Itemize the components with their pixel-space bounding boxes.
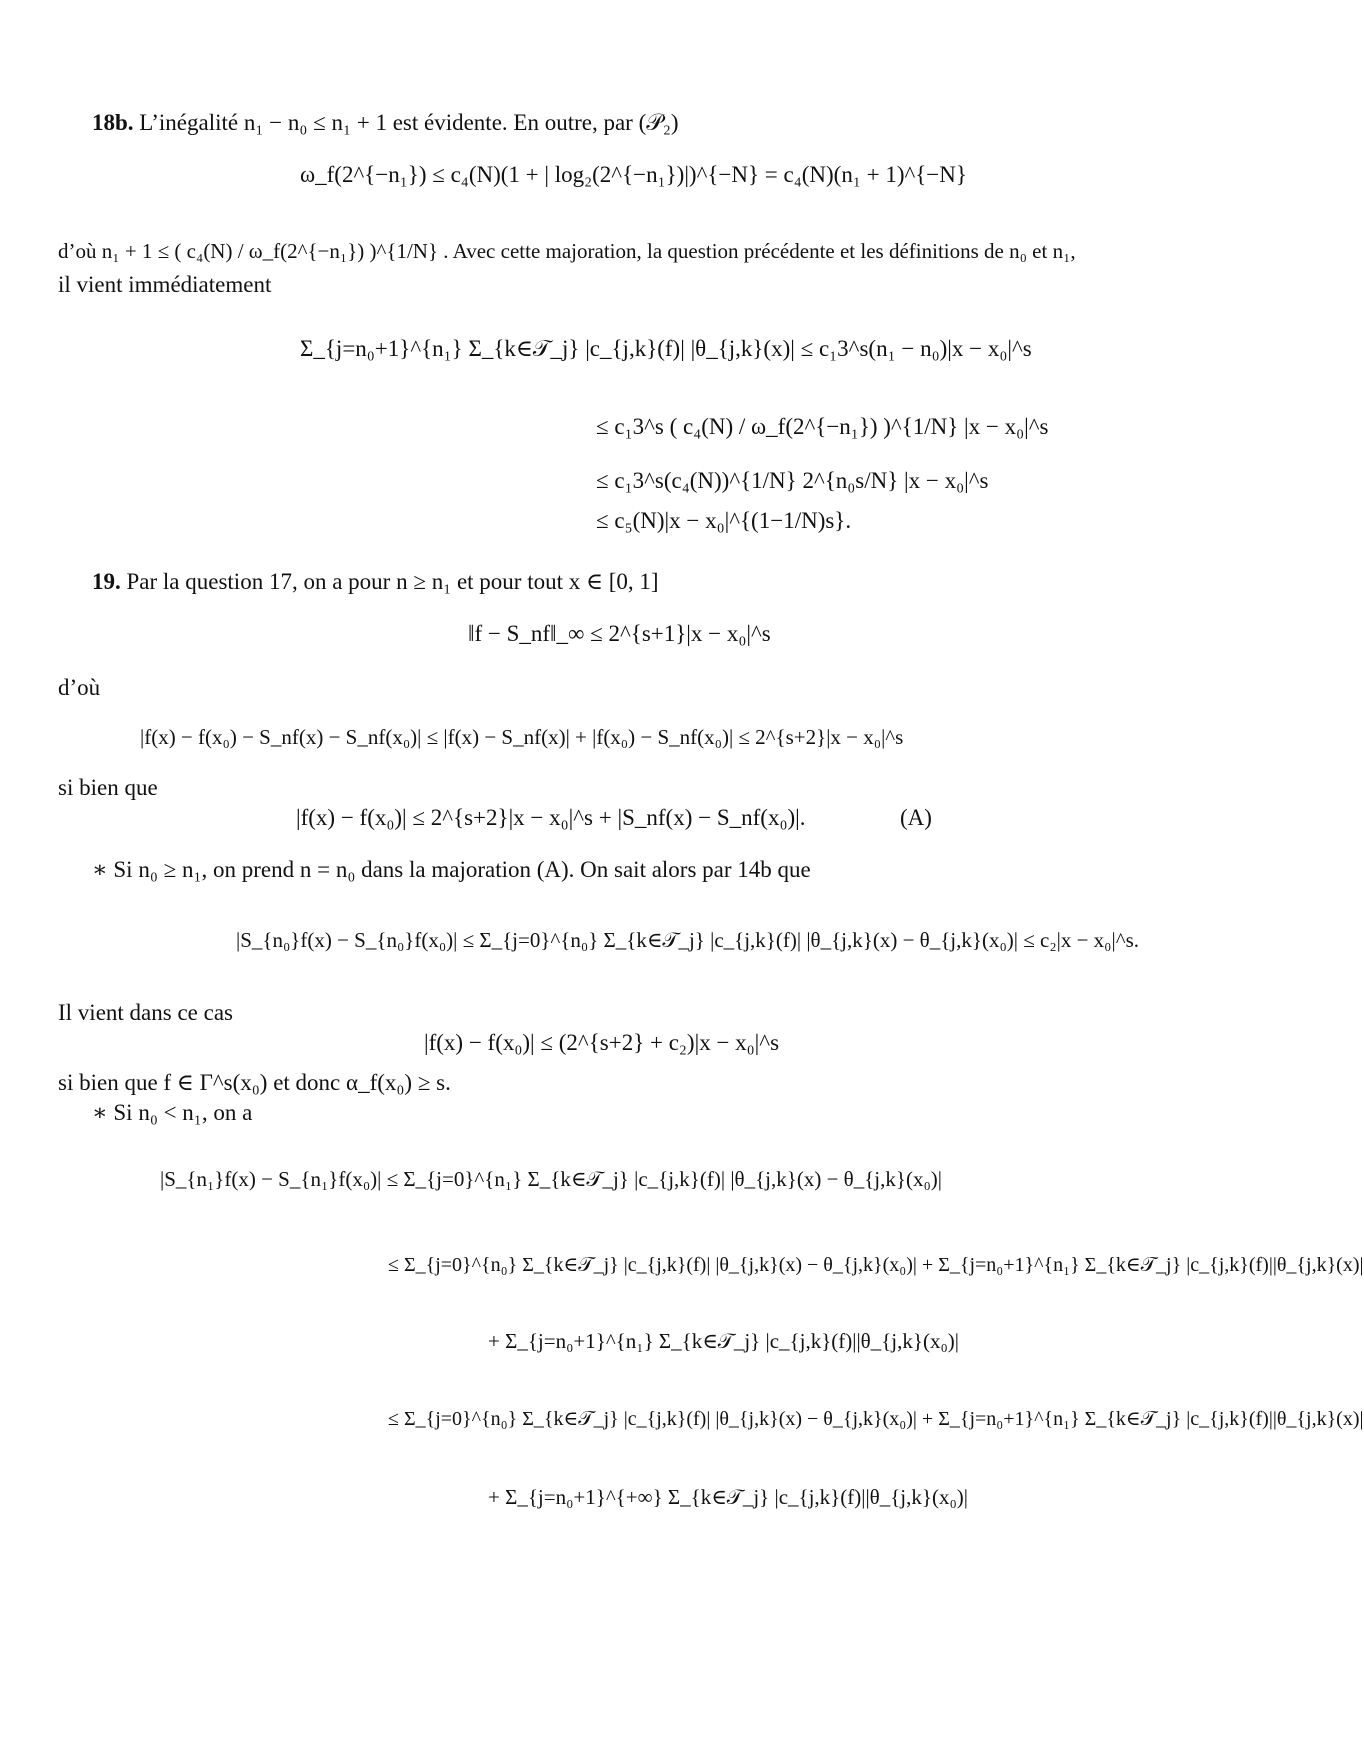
q18b-chain-line-2: ≤ c₁3^s ( c₄(N) / ω_f(2^{−n₁}) )^{1/N} |x − x₀|^s [596, 414, 1049, 439]
q19-equation-2: |f(x) − f(x₀) − S_nf(x) − S_nf(x₀)| ≤ |f(x) − S_nf(x)| + |f(x₀) − S_nf(x₀)| ≤ 2^{s+2}|x − x₀|^s [140, 725, 904, 749]
q19-intro: Par la question 17, on a pour n ≥ n₁ et pour tout x ∈ [0, 1] [126, 569, 659, 594]
q19-equation-5a: |S_{n₁}f(x) − S_{n₁}f(x₀)| ≤ Σ_{j=0}^{n₁} Σ_{k∈𝒯_j} |c_{j,k}(f)| |θ_{j,k}(x) − θ_{j,k}(x₀)| [160, 1167, 942, 1191]
q18b-equation-1: ω_f(2^{−n₁}) ≤ c₄(N)(1 + | log₂(2^{−n₁})|)^{−N} = c₄(N)(n₁ + 1)^{−N} [300, 162, 967, 187]
q19-equation-5b: ≤ Σ_{j=0}^{n₀} Σ_{k∈𝒯_j} |c_{j,k}(f)| |θ_{j,k}(x) − θ_{j,k}(x₀)| + Σ_{j=n₀+1}^{n₁} Σ_{k∈𝒯_j} |c_{j,k}(f)||θ_{j,k}(x)| [388, 1254, 1364, 1276]
q18b-label: 18b. [92, 110, 134, 135]
q18b-chain-line-4: ≤ c₅(N)|x − x₀|^{(1−1/N)s}. [596, 508, 852, 533]
q19-case-1: ∗ Si n₀ ≥ n₁, on prend n = n₀ dans la majoration (A). On sait alors par 14b que [92, 857, 811, 882]
q19-heading-line [92, 567, 659, 597]
q18b-chain-line-1: Σ_{j=n₀+1}^{n₁} Σ_{k∈𝒯_j} |c_{j,k}(f)| |θ_{j,k}(x)| ≤ c₁3^s(n₁ − n₀)|x − x₀|^s [300, 336, 1032, 361]
q19-dou: d’où [58, 675, 101, 700]
q19-equation-5c: + Σ_{j=n₀+1}^{n₁} Σ_{k∈𝒯_j} |c_{j,k}(f)||θ_{j,k}(x₀)| [488, 1329, 959, 1353]
q18b-bound-line: d’où n₁ + 1 ≤ ( c₄(N) / ω_f(2^{−n₁}) )^{1/N} . Avec cette majoration, la question précédente et les définitions de n₀ et n₁, [58, 239, 1076, 263]
q18b-continuation: il vient immédiatement [58, 272, 272, 297]
q19-equation-1: ‖f − S_nf‖_∞ ≤ 2^{s+1}|x − x₀|^s [468, 621, 771, 646]
q18b-heading-line [92, 108, 679, 138]
q19-equation-3: |S_{n₀}f(x) − S_{n₀}f(x₀)| ≤ Σ_{j=0}^{n₀} Σ_{k∈𝒯_j} |c_{j,k}(f)| |θ_{j,k}(x) − θ_{j,k}(x₀)| ≤ c₂|x − x₀|^s. [236, 928, 1139, 952]
q19-si-bien-que: si bien que [58, 775, 158, 800]
q19-equation-5d: ≤ Σ_{j=0}^{n₀} Σ_{k∈𝒯_j} |c_{j,k}(f)| |θ_{j,k}(x) − θ_{j,k}(x₀)| + Σ_{j=n₀+1}^{n₁} Σ_{k∈𝒯_j} |c_{j,k}(f)||θ_{j,k}(x)| [388, 1408, 1364, 1430]
q19-dans-ce-cas: Il vient dans ce cas [58, 1000, 233, 1025]
q19-equation-5e: + Σ_{j=n₀+1}^{+∞} Σ_{k∈𝒯_j} |c_{j,k}(f)||θ_{j,k}(x₀)| [488, 1485, 968, 1509]
q19-case-2: ∗ Si n₀ < n₁, on a [92, 1100, 253, 1125]
q19-equation-A: |f(x) − f(x₀)| ≤ 2^{s+2}|x − x₀|^s + |S_nf(x) − S_nf(x₀)|. [296, 805, 806, 830]
q19-conclusion: si bien que f ∈ Γ^s(x₀) et donc α_f(x₀) ≥ s. [58, 1070, 451, 1095]
q19-equation-A-tag: (A) [900, 805, 932, 830]
q19-label: 19. [92, 569, 121, 594]
q18b-chain-line-3: ≤ c₁3^s(c₄(N))^{1/N} 2^{n₀s/N} |x − x₀|^s [596, 468, 989, 493]
q18b-intro: L’inégalité n₁ − n₀ ≤ n₁ + 1 est évidente. En outre, par (𝒫₂) [139, 110, 679, 135]
q19-equation-4: |f(x) − f(x₀)| ≤ (2^{s+2} + c₂)|x − x₀|^s [424, 1030, 780, 1055]
